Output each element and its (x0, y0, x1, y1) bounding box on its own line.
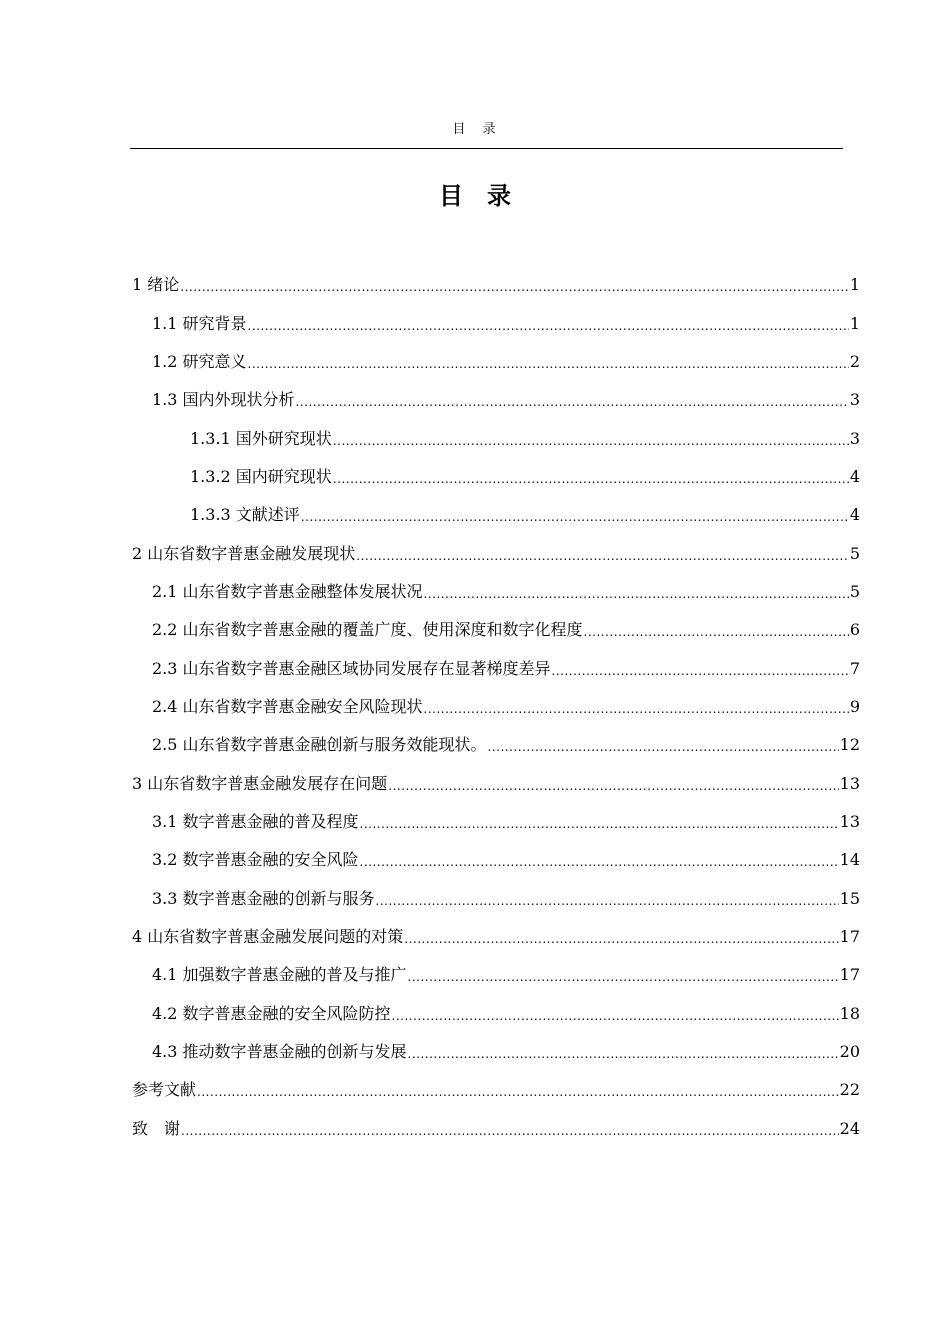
toc-entry-label: 3 山东省数字普惠金融发展存在问题 (132, 773, 388, 793)
dot-leader (197, 1082, 839, 1102)
dot-leader (404, 929, 838, 949)
toc-entry-label: 3.2 数字普惠金融的安全风险 (152, 850, 359, 870)
toc-entry-page-number: 3 (849, 428, 860, 448)
toc-entry-page-number: 17 (839, 965, 860, 985)
toc-entry-label: 1.3.1 国外研究现状 (190, 428, 332, 448)
toc-entry[interactable] (132, 573, 860, 611)
toc-entry-label: 1.3.3 文献述评 (190, 505, 300, 525)
toc-entry-page-number: 3 (849, 390, 860, 410)
toc-entry-label: 2.1 山东省数字普惠金融整体发展状况 (152, 581, 423, 601)
dot-leader (296, 392, 849, 412)
dot-leader (248, 316, 849, 336)
dot-leader (181, 1121, 839, 1141)
toc-entry-page-number: 12 (839, 735, 860, 755)
toc-entry[interactable] (132, 304, 860, 342)
toc-entry[interactable] (132, 956, 860, 994)
toc-entry-page-number: 20 (839, 1042, 860, 1062)
toc-entry-page-number: 1 (849, 275, 860, 295)
toc-entry-label: 4.1 加强数字普惠金融的普及与推广 (152, 965, 407, 985)
toc-entry-page-number: 18 (839, 1003, 860, 1023)
toc-entry[interactable] (132, 458, 860, 496)
toc-entry-page-number: 22 (839, 1080, 860, 1100)
toc-entry-page-number: 6 (849, 620, 860, 640)
toc-entry-page-number: 13 (839, 773, 860, 793)
dot-leader (584, 622, 849, 642)
dot-leader (488, 737, 839, 757)
dot-leader (333, 469, 849, 489)
toc-entry[interactable] (132, 1110, 860, 1148)
table-of-contents (132, 266, 860, 1148)
toc-entry-label: 致 谢 (132, 1118, 181, 1138)
toc-entry-page-number: 7 (849, 658, 860, 678)
toc-entry-label: 1.3.2 国内研究现状 (190, 466, 332, 486)
toc-entry[interactable] (132, 381, 860, 419)
dot-leader (376, 891, 839, 911)
toc-entry-label: 2.4 山东省数字普惠金融安全风险现状 (152, 696, 423, 716)
toc-entry-page-number: 13 (839, 811, 860, 831)
toc-entry[interactable] (132, 419, 860, 457)
toc-entry[interactable] (132, 688, 860, 726)
toc-entry-page-number: 17 (839, 927, 860, 947)
toc-entry-page-number: 5 (849, 543, 860, 563)
toc-entry-page-number: 14 (839, 850, 860, 870)
toc-entry[interactable] (132, 1033, 860, 1071)
toc-entry-page-number: 9 (849, 696, 860, 716)
dot-leader (301, 507, 849, 527)
toc-entry-page-number: 1 (849, 313, 860, 333)
dot-leader (388, 776, 838, 796)
toc-entry[interactable] (132, 726, 860, 764)
toc-entry[interactable] (132, 266, 860, 304)
header-divider (130, 148, 843, 149)
toc-entry-page-number: 4 (849, 505, 860, 525)
dot-leader (248, 354, 849, 374)
toc-entry[interactable] (132, 611, 860, 649)
toc-entry[interactable] (132, 764, 860, 802)
dot-leader (408, 1044, 839, 1064)
dot-leader (424, 699, 849, 719)
toc-entry-label: 2.3 山东省数字普惠金融区域协同发展存在显著梯度差异 (152, 658, 551, 678)
dot-leader (552, 661, 849, 681)
toc-entry-label: 1 绪论 (132, 275, 180, 295)
running-header: 目 录 (452, 122, 498, 137)
toc-entry[interactable] (132, 803, 860, 841)
toc-entry-page-number: 24 (839, 1118, 860, 1138)
toc-entry[interactable] (132, 1071, 860, 1109)
toc-entry-page-number: 4 (849, 466, 860, 486)
toc-entry-page-number: 15 (839, 888, 860, 908)
toc-entry[interactable] (132, 880, 860, 918)
dot-leader (180, 277, 849, 297)
dot-leader (360, 852, 839, 872)
toc-entry-label: 4.3 推动数字普惠金融的创新与发展 (152, 1042, 407, 1062)
dot-leader (360, 814, 839, 834)
toc-entry[interactable] (132, 649, 860, 687)
toc-entry-page-number: 5 (849, 581, 860, 601)
toc-entry-label: 1.3 国内外现状分析 (152, 390, 295, 410)
toc-entry-label: 3.1 数字普惠金融的普及程度 (152, 811, 359, 831)
toc-entry-label: 2.2 山东省数字普惠金融的覆盖广度、使用深度和数字化程度 (152, 620, 583, 640)
dot-leader (333, 431, 849, 451)
toc-entry-label: 3.3 数字普惠金融的创新与服务 (152, 888, 375, 908)
toc-entry-label: 1.1 研究背景 (152, 313, 247, 333)
toc-entry-label: 1.2 研究意义 (152, 351, 247, 371)
toc-entry[interactable] (132, 918, 860, 956)
dot-leader (356, 546, 849, 566)
dot-leader (408, 967, 839, 987)
toc-entry[interactable] (132, 841, 860, 879)
toc-entry-page-number: 2 (849, 351, 860, 371)
dot-leader (392, 1006, 839, 1026)
toc-entry-label: 4 山东省数字普惠金融发展问题的对策 (132, 927, 404, 947)
toc-entry[interactable] (132, 496, 860, 534)
toc-entry-label: 2.5 山东省数字普惠金融创新与服务效能现状。 (152, 735, 487, 755)
page-title: 目 录 (439, 182, 511, 210)
toc-entry[interactable] (132, 995, 860, 1033)
toc-entry[interactable] (132, 343, 860, 381)
toc-entry[interactable] (132, 534, 860, 572)
toc-entry-label: 4.2 数字普惠金融的安全风险防控 (152, 1003, 391, 1023)
toc-entry-label: 2 山东省数字普惠金融发展现状 (132, 543, 356, 563)
toc-entry-label: 参考文献 (132, 1080, 197, 1100)
dot-leader (424, 584, 849, 604)
